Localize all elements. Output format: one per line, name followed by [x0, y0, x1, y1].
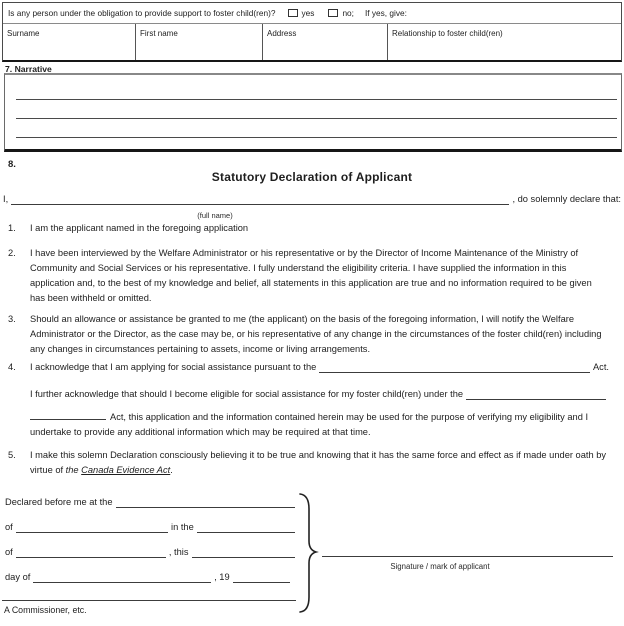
day-of-label: day of [5, 572, 31, 582]
item5-period: . [170, 465, 173, 475]
if-yes-label: If yes, give: [364, 7, 407, 18]
item-number: 1. [8, 223, 16, 233]
declared-year-field[interactable] [233, 582, 290, 583]
declaration-item-5 [8, 448, 609, 478]
act-name-field-2[interactable] [466, 399, 606, 400]
declared-this-field[interactable] [192, 557, 296, 558]
yes-checkbox[interactable] [288, 9, 298, 17]
no-checkbox-label: no; [342, 7, 354, 18]
item-number: 5. [8, 450, 16, 460]
first-name-label: First name [140, 29, 178, 38]
item-text: Should an allowance or assistance be granted to me (the applicant) on the basis of the foregoing information, I will notify the Welfare Administrator or the Director, as the case may be, or his representative of any change in the circumstances of the foster child(ren) including any changes in circumstances pertaining to assets, income or living arrangements. [30, 314, 602, 354]
act-name-field-3[interactable] [30, 411, 106, 420]
declaration-item-1 [8, 221, 609, 236]
item5-text: I make this solemn Declaration consciously believing it to be true and knowing that it has the same force and effect as if made under oath by virtue of [30, 450, 607, 475]
item-number: 4. [8, 362, 16, 372]
jurat-brace [297, 492, 319, 614]
declared-of-field-1[interactable] [16, 532, 168, 533]
declared-place-field[interactable] [116, 507, 296, 508]
item-text [30, 448, 609, 478]
narrative-line[interactable] [16, 99, 617, 100]
signature-caption: Signature / mark of applicant [390, 562, 490, 571]
applicant-signature-line[interactable] [322, 556, 613, 557]
support-person-fields-row [3, 24, 621, 60]
relationship-field[interactable] [387, 24, 621, 60]
item-text: I have been interviewed by the Welfare Administrator or his representative or by the Director of Income Maintenance of the Ministry of Community and Social Services or his representative. I fully understand the eligibility criteria. I have supplied the information in this application and, to the best of my knowledge and belief, all statements in this application are true and no information required to be given has been withheld or omitted. [30, 248, 592, 303]
no-checkbox[interactable] [328, 9, 338, 17]
address-label: Address [267, 29, 297, 38]
surname-field[interactable] [3, 24, 135, 60]
this-label: , this [168, 547, 189, 557]
declaration-intro-row [3, 193, 621, 207]
item4-text: I acknowledge that I am applying for social assistance pursuant to the [30, 362, 317, 372]
jurat-line-3 [5, 544, 298, 560]
year-19-label: , 19 [214, 572, 230, 582]
support-obligation-section [2, 2, 622, 62]
address-field[interactable] [262, 24, 387, 60]
item4-further-text: I further acknowledge that should I become eligible for social assistance for my foster child(ren) under the [30, 389, 464, 399]
declared-in-the-field[interactable] [197, 532, 295, 533]
jurat-line-4 [5, 569, 293, 585]
support-question-label: Is any person under the obligation to provide support to foster child(ren)? [8, 7, 276, 18]
commissioner-label: A Commissioner, etc. [4, 605, 87, 615]
canada-evidence-act-title: Canada Evidence Act [81, 465, 171, 475]
narrative-box[interactable] [4, 73, 622, 152]
commissioner-signature-line[interactable] [2, 600, 296, 601]
declaration-item-4 [8, 361, 609, 375]
section7-number: 7. [5, 64, 13, 74]
support-question-row [3, 3, 621, 24]
item-number: 3. [8, 314, 16, 324]
declaration-heading: Statutory Declaration of Applicant [211, 170, 413, 184]
item-text: I am the applicant named in the foregoing application [30, 223, 249, 233]
jurat-line-1 [5, 494, 298, 510]
first-name-field[interactable] [135, 24, 262, 60]
item4-paragraph2-rest [30, 410, 612, 440]
declared-day-field[interactable] [33, 582, 211, 583]
declaration-item-3 [8, 312, 609, 357]
intro-prefix: I, [3, 194, 9, 204]
of-label: of [5, 547, 13, 557]
act-name-field-1[interactable] [319, 372, 590, 373]
item4-act-suffix: Act. [592, 362, 609, 372]
item5-the: the [65, 465, 82, 475]
full-name-field[interactable] [11, 204, 509, 205]
surname-label: Surname [7, 29, 40, 38]
item4-rest-text: Act, this application and the information contained herein may be used for the purpose of verifying my eligibility and I undertake to provide any additional information which may be required at that time. [30, 412, 589, 437]
item4-paragraph2-line1 [30, 388, 609, 402]
narrative-line[interactable] [16, 137, 617, 138]
jurat-line-2 [5, 519, 298, 535]
section8-number: 8. [8, 159, 16, 170]
section7-title: Narrative [14, 64, 52, 74]
narrative-line[interactable] [16, 118, 617, 119]
intro-suffix: , do solemnly declare that: [512, 194, 621, 204]
relationship-label: Relationship to foster child(ren) [392, 29, 503, 38]
declaration-item-2 [8, 246, 609, 306]
declared-of-field-2[interactable] [16, 557, 166, 558]
of-label: of [5, 522, 13, 532]
in-the-label: in the [171, 522, 194, 532]
full-name-hint: (full name) [197, 211, 233, 220]
yes-checkbox-label: yes [301, 7, 315, 18]
declared-before-label: Declared before me at the [5, 497, 113, 507]
item-number: 2. [8, 248, 16, 258]
